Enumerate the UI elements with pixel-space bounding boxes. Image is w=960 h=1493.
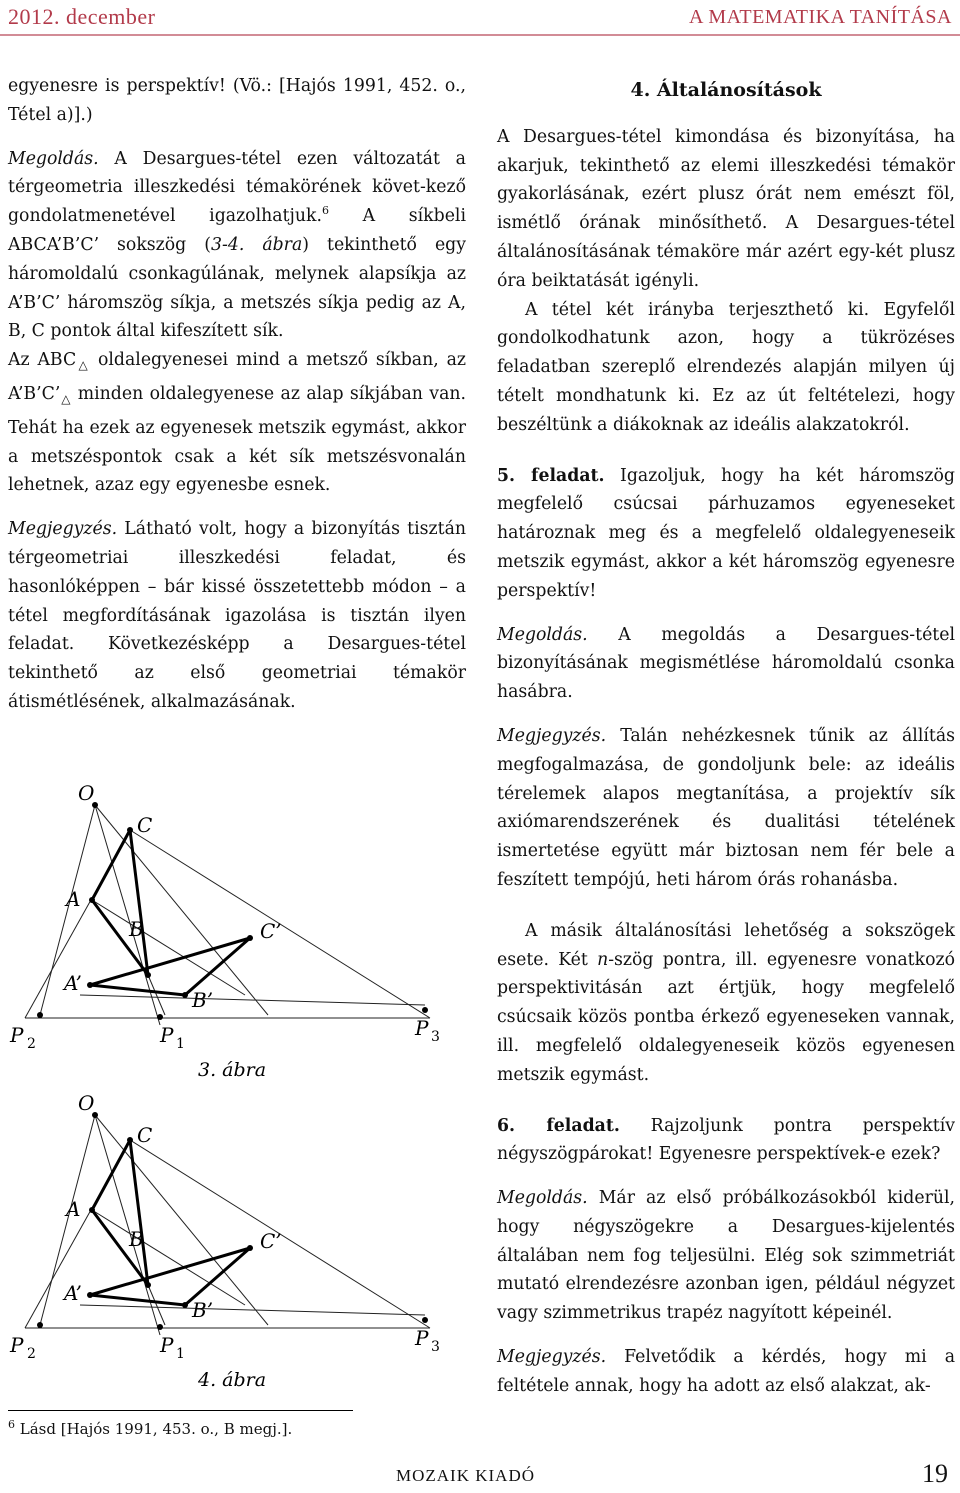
publisher: MOZAIK KIADÓ: [396, 1466, 536, 1485]
paragraph: [497, 917, 955, 1090]
right-column: [497, 76, 955, 1401]
section-title: 4. Általánosítások: [630, 79, 822, 101]
remark-paragraph: [497, 1343, 955, 1401]
label-A-prime: A’: [64, 971, 82, 995]
exercise-5: [497, 462, 955, 606]
label-C-prime: C’: [260, 919, 282, 943]
text: Rajzoljunk pontra perspektív négyszögpárokat! Egyenesre perspektívek-e ezek?: [497, 1115, 956, 1165]
left-column: [8, 72, 466, 717]
text: Igazoljuk, hogy ha két háromszög megfelelő csúcsai párhuzamos egyeneseket határoznak meg és a megfelelő oldalegyeneseik metszik egymást, akkor a két háromszög egyenesre perspektív!: [497, 465, 955, 601]
label-P1: P: [160, 1333, 174, 1357]
label-megjegyzes: Megjegyzés.: [497, 725, 607, 746]
label-P3: P: [415, 1016, 429, 1040]
figure-ref: 3-4. ábra: [211, 234, 303, 255]
label-A: A: [66, 1197, 81, 1221]
label-megjegyzes: Megjegyzés.: [8, 519, 118, 540]
paragraph: A Desargues-tétel kimondása és bizonyítása, ha akarjuk, tekinthető az elemi illeszkedési témakör gyakorlásának, ezért plusz órát nem emészt föl, ismétlő órának minősíthető. A Desargues-tétel általánosításának témaköre már azért egy-két plusz óra beiktatását igényli.: [497, 126, 955, 291]
page-number: 19: [922, 1459, 948, 1488]
subscript: 1: [176, 1036, 185, 1052]
variable-n: n: [597, 949, 609, 970]
solution-paragraph: [497, 621, 955, 707]
text: oldalegyenesei mind a metsző síkban, az A’B’C’: [8, 350, 466, 404]
remark-paragraph: [8, 515, 466, 717]
text: -szög pontra, ill. egyenesre vonatkozó perspektivitásán azt értjük, hogy megfelelő csúcsaik közös pontba érkező egyeneseken vannak, ill. megfelelő oldalegyeneseik közös egyenesen metszik egymást.: [497, 949, 955, 1085]
label-megoldas: Megoldás.: [8, 148, 99, 169]
text: Talán nehézkesnek tűnik az állítás megfogalmazása, de gondoljunk bele: az ideális térelemek alapos megtanítása, a projektív sík axiómarendszerének és dualitási tételének ismertetése együtt már biztosan nem fér bele a feszített tempójú, heti három órás rohanásba.: [497, 725, 955, 890]
subscript: 3: [431, 1029, 440, 1045]
text: egyenesre is perspektív! (Vö.: [Hajós 1991, 452. o., Tétel a)].): [8, 76, 466, 125]
remark-paragraph: [497, 722, 955, 895]
text: Már az első próbálkozásokból kiderül, hogy négyszögekre a Desargues-kijelentés általában nem fog teljesülni. Elég sok szimmetriát mutató elrendezésre azonban igen, például négyzet vagy szimmetrikus trapéz nagyított képeinél.: [497, 1188, 955, 1324]
figure-3-drawing: [0, 760, 480, 1090]
label-B: B: [129, 917, 144, 941]
label-O: O: [78, 1091, 95, 1115]
subscript: 1: [176, 1346, 185, 1362]
label-P3: P: [415, 1326, 429, 1350]
subscript: 2: [27, 1036, 36, 1052]
paragraph: [8, 72, 466, 130]
label-B-prime: B’: [192, 1298, 214, 1322]
text: A másik általánosítási lehetőség a sokszögek esete. Két: [497, 920, 955, 970]
label-A-prime: A’: [64, 1281, 82, 1305]
triangle-subscript: △: [76, 358, 91, 373]
header-journal: A MATEMATIKA TANÍTÁSA: [689, 6, 952, 28]
text: minden oldalegyenese az alap síkjában van.: [71, 383, 466, 404]
text: Az ABC: [8, 350, 77, 371]
solution-paragraph: [8, 145, 466, 347]
exercise-6: [497, 1112, 955, 1170]
triangle-subscript: △: [60, 391, 72, 406]
text: A Desargues-tétel ezen változatát a térgeometria illeszkedési témakörének követ-kező gondolatmenetével igazolhatjuk.: [8, 148, 466, 227]
text: A megoldás a Desargues-tétel bizonyításának megismétlése háromoldalú csonka hasábra.: [497, 624, 955, 703]
label-C: C: [137, 813, 153, 837]
footnote-ref: 6: [321, 204, 329, 218]
figure-4-drawing: [0, 1070, 480, 1400]
solution-paragraph: [497, 1184, 955, 1328]
label-C: C: [137, 1123, 153, 1147]
figure-3: [0, 760, 480, 1090]
paragraph: A tétel két irányba terjeszthető ki. Egyfelől gondolkodhatunk azon, hogy a tükrözéses feladatban szereplő elrendezés alapján milyen új tételt mondhatunk ki. Ez az út feltételezi, hogy beszéltünk a diákoknak az ideális alakzatokról.: [497, 299, 955, 435]
text: ) tekinthető egy háromoldalú csonkagúlának, melynek alapsíkja az A’B’C’ háromszög síkja, a metszés síkja pedig az A, B, C pontok által kifeszített sík.: [8, 234, 467, 342]
label-feladat: 6. feladat.: [497, 1115, 620, 1136]
subscript: 3: [431, 1339, 440, 1355]
text: Látható volt, hogy a bizonyítás tisztán térgeometriai illeszkedési feladat, és hasonlóképpen – bár kissé összetettebb módon – a tétel megfordításának igazolása is tisztán ilyen feladat. Következésképp a Desargues-tétel tekinthető az első geometriai témakör átismétlésének, alkalmazásának.: [8, 519, 466, 712]
figure-3-caption: 3. ábra: [198, 1059, 267, 1081]
figure-4-caption: 4. ábra: [198, 1369, 267, 1391]
page-footer: [0, 1459, 960, 1493]
subscript: 2: [27, 1346, 36, 1362]
label-megjegyzes: Megjegyzés.: [497, 1347, 607, 1368]
label-A: A: [66, 887, 81, 911]
footnote: [8, 1420, 292, 1438]
text: A síkbeli ABCA’B’C’ sokszög (: [8, 206, 466, 255]
figure-4: [0, 1070, 480, 1400]
text: Tehát ha ezek az egyenesek metszik egymást, akkor a metszéspontok csak a két sík metszésvonalán lehetnek, azaz egy egyenesbe esnek.: [8, 417, 466, 496]
footnote-rule: [8, 1410, 353, 1411]
label-megoldas: Megoldás.: [497, 1188, 588, 1209]
label-P1: P: [160, 1023, 174, 1047]
footnote-number: 6: [8, 1418, 15, 1431]
paragraph: [8, 346, 466, 500]
label-B: B: [129, 1227, 144, 1251]
footnote-text: Lásd [Hajós 1991, 453. o., B megj.].: [15, 1420, 293, 1438]
label-P2: P: [10, 1333, 24, 1357]
text: Felvetődik a kérdés, hogy mi a feltétele annak, hogy ha adott az első alakzat, ak-: [497, 1347, 955, 1396]
header-date: 2012. december: [8, 4, 156, 29]
label-P2: P: [10, 1023, 24, 1047]
label-feladat: 5. feladat.: [497, 465, 605, 486]
label-O: O: [78, 781, 95, 805]
label-B-prime: B’: [192, 988, 214, 1012]
label-C-prime: C’: [260, 1229, 282, 1253]
page-header: [0, 0, 960, 36]
label-megoldas: Megoldás.: [497, 624, 588, 645]
